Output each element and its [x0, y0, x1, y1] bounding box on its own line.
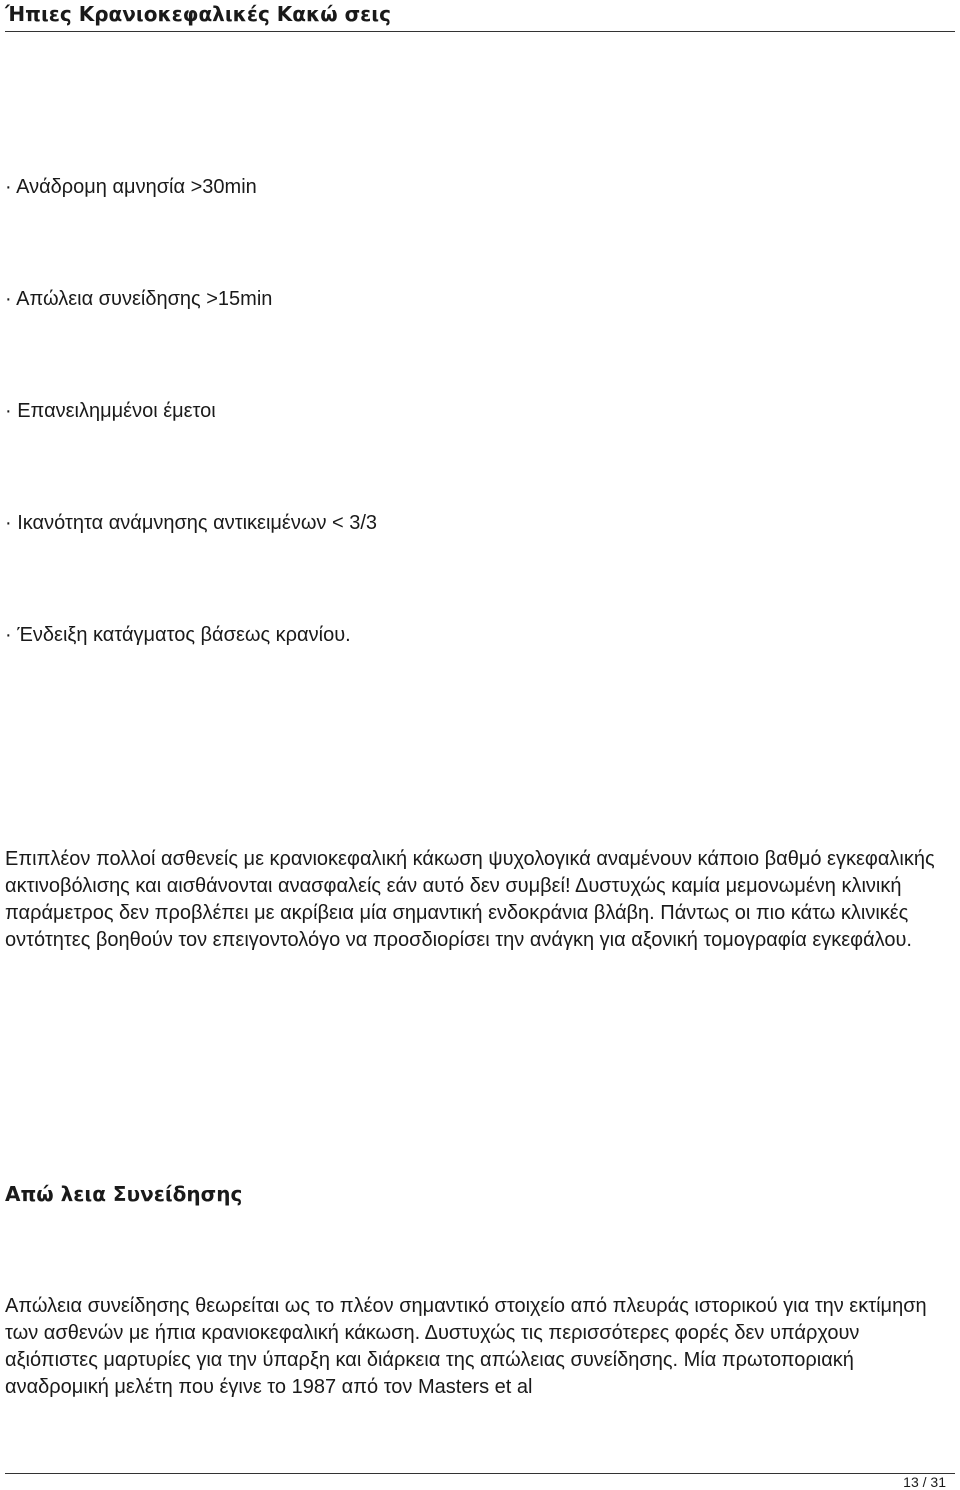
list-item: · Ανάδρομη αμνησία >30min [5, 176, 257, 198]
body-paragraph: Επιπλέον πολλοί ασθενείς με κρανιοκεφαλική κάκωση ψυχολογικά αναμένουν κάποιο βαθμό εγκεφαλικής ακτινοβόλισης και αισθάνονται ανασφαλείς εάν αυτό δεν συμβεί! Δυστυχώς καμία μεμονωμένη κλινική παράμετρος δεν προβλέπει με ακρίβεια μία σημαντική ενδοκράνια βλάβη. Πάντως οι πιο κάτω κλινικές οντότητες βοηθούν τον επειγοντολόγο να προσδιορίσει την ανάγκη για αξονική τομογραφία εγκεφάλου. [5, 848, 935, 951]
list-item: · Ικανότητα ανάμνησης αντικειμένων < 3/3 [5, 512, 378, 534]
section-paragraph: Απώλεια συνείδησης θεωρείται ως το πλέον σημαντικό στοιχείο από πλευράς ιστορικού για την εκτίμηση των ασθενών με ήπια κρανιοκεφαλική κάκωση. Δυστυχώς τις περισσότερες φορές δεν υπάρχουν αξιόπιστες μαρτυρίες για την ύπαρξη και διάρκεια της απώλειας συνείδησης. Μία πρωτοποριακή αναδρομική μελέτη που έγινε το 1987 από τον Masters et al [5, 1295, 927, 1398]
list-item: · Ένδειξη κατάγματος βάσεως κρανίου. [5, 624, 351, 646]
list-item: · Επανειλημμένοι έμετοι [5, 400, 216, 422]
list-item: · Απώλεια συνείδησης >15min [5, 288, 273, 310]
footer-divider [5, 1473, 955, 1474]
page-number: 13 / 31 [903, 1474, 946, 1490]
document-title: Ήπιες Κρανιοκεφαλικές Κακώ σεις [5, 2, 391, 26]
section-heading: Απώ λεια Συνείδησης [5, 1182, 243, 1206]
header-divider [5, 31, 955, 32]
